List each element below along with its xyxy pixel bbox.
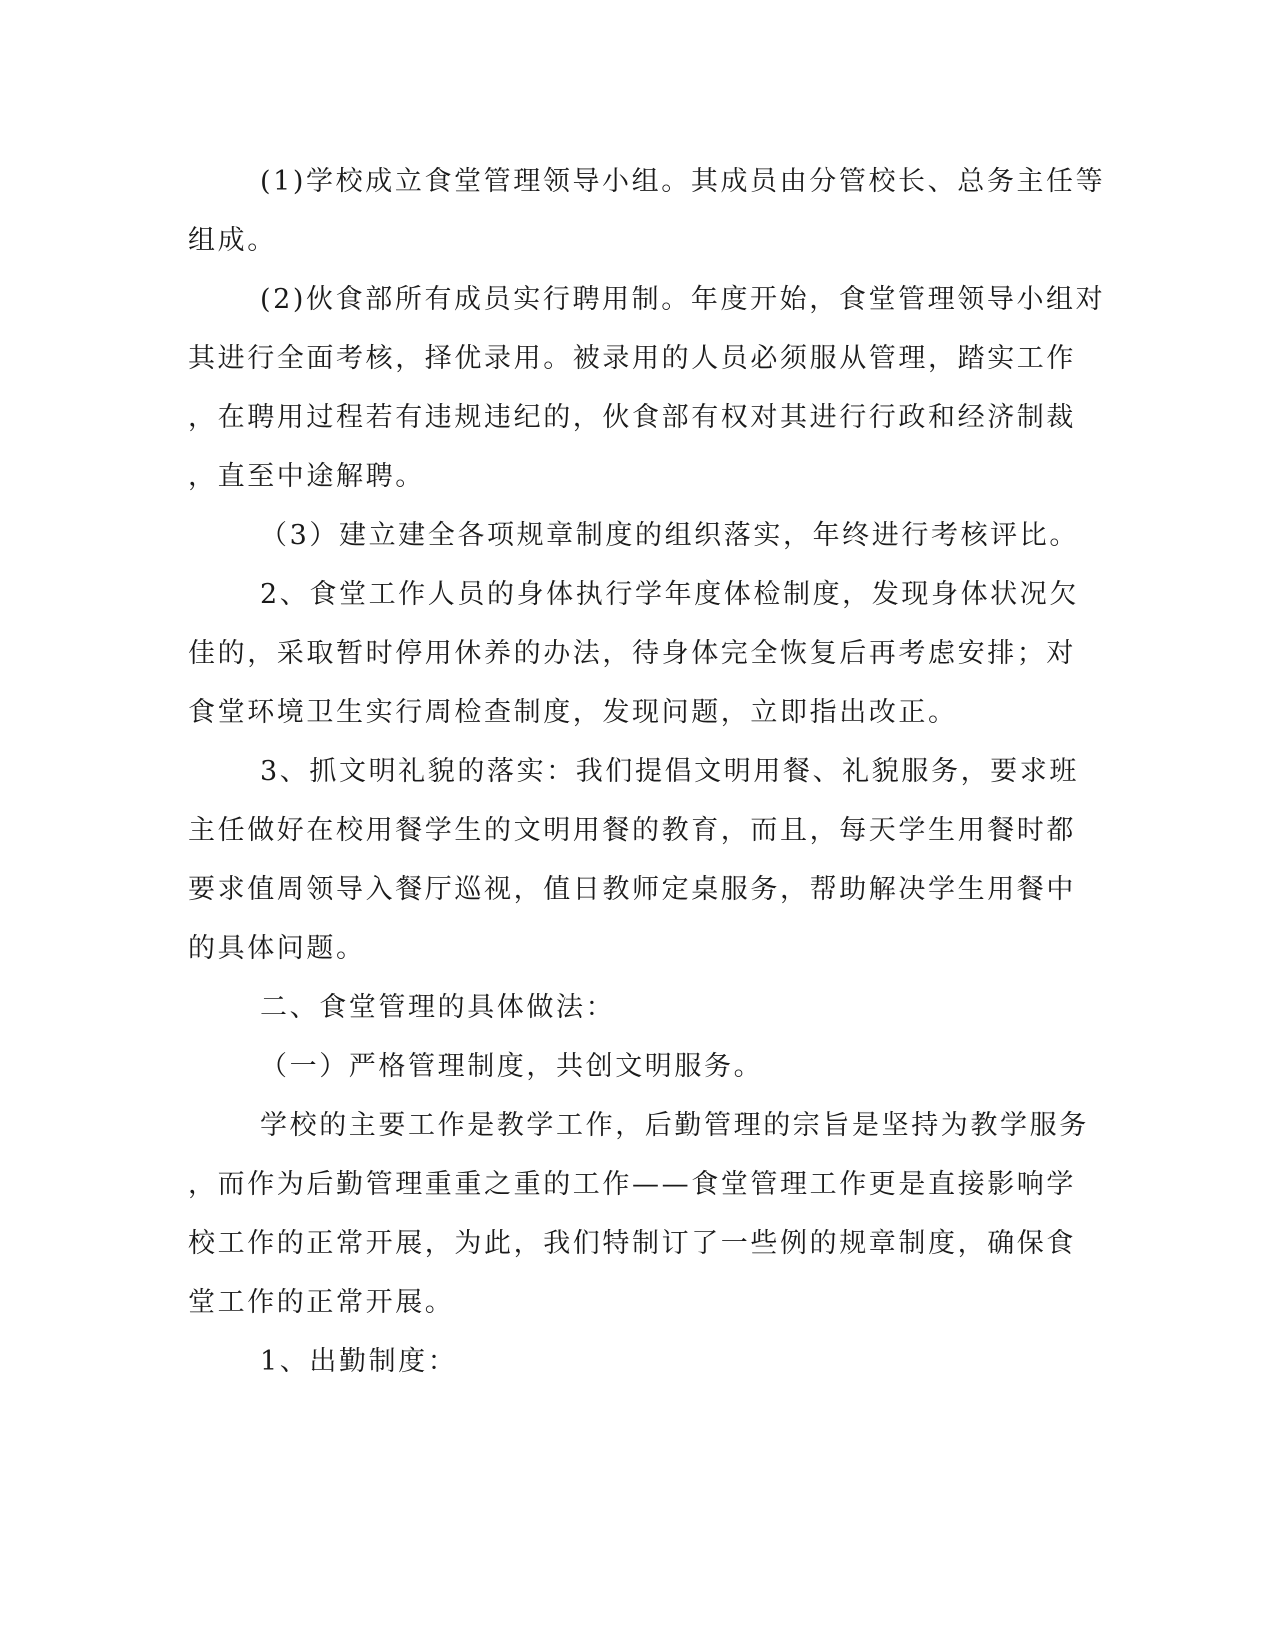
text-line: ，而作为后勤管理重重之重的工作——食堂管理工作更是直接影响学 bbox=[188, 1169, 1076, 1200]
text-line: ，直至中途解聘。 bbox=[188, 461, 425, 492]
text-line: 的具体问题。 bbox=[188, 933, 366, 964]
item-heading: 1、出勤制度： bbox=[260, 1346, 458, 1377]
text-line: 2、食堂工作人员的身体执行学年度体检制度，发现身体状况欠 bbox=[260, 579, 1079, 610]
section-heading: 二、食堂管理的具体做法： bbox=[260, 992, 616, 1023]
text-line: (1)学校成立食堂管理领导小组。其成员由分管校长、总务主任等 bbox=[260, 166, 1106, 197]
text-line: （3）建立建全各项规章制度的组织落实，年终进行考核评比。 bbox=[260, 520, 1079, 551]
text-line: 要求值周领导入餐厅巡视，值日教师定桌服务，帮助解决学生用餐中 bbox=[188, 874, 1076, 905]
text-line: 主任做好在校用餐学生的文明用餐的教育，而且，每天学生用餐时都 bbox=[188, 815, 1076, 846]
text-line: 食堂环境卫生实行周检查制度，发现问题，立即指出改正。 bbox=[188, 697, 958, 728]
text-line: ，在聘用过程若有违规违纪的，伙食部有权对其进行行政和经济制裁 bbox=[188, 402, 1076, 433]
text-line: 佳的，采取暂时停用休养的办法，待身体完全恢复后再考虑安排；对 bbox=[188, 638, 1076, 669]
text-line: 组成。 bbox=[188, 225, 277, 256]
text-line: 学校的主要工作是教学工作，后勤管理的宗旨是坚持为教学服务 bbox=[260, 1110, 1089, 1141]
text-line: (2)伙食部所有成员实行聘用制。年度开始，食堂管理领导小组对 bbox=[260, 284, 1106, 315]
text-line: 堂工作的正常开展。 bbox=[188, 1287, 455, 1318]
subsection-heading: （一）严格管理制度，共创文明服务。 bbox=[260, 1051, 764, 1082]
text-line: 校工作的正常开展，为此，我们特制订了一些例的规章制度，确保食 bbox=[188, 1228, 1076, 1259]
text-line: 其进行全面考核，择优录用。被录用的人员必须服从管理，踏实工作 bbox=[188, 343, 1076, 374]
text-line: 3、抓文明礼貌的落实：我们提倡文明用餐、礼貌服务，要求班 bbox=[260, 756, 1079, 787]
